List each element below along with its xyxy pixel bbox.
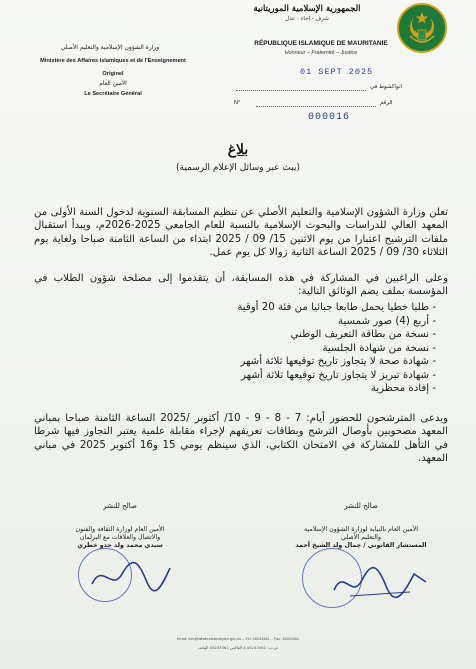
date-label: انواكشوط في xyxy=(370,84,402,90)
approval-label: صالح للنشر xyxy=(103,502,137,510)
french-ministry-name-cont: Originel xyxy=(102,71,124,77)
signature-block-right xyxy=(276,502,446,550)
signatory-name: المستشار القانوني / جمال ولد الشيخ أحمد xyxy=(295,542,427,549)
reference-label-ar: الرقم xyxy=(380,100,393,106)
list-item: - شهادة صحة لا يتجاوز تاريخ توقيعها ثلاثة أشهر xyxy=(76,355,436,369)
signatory-title: الأمين العام بالنيابة لوزارة الشؤون الإسلامية xyxy=(304,526,418,533)
arabic-republic-title: الجمهورية الإسلامية الموريتانية xyxy=(253,4,361,14)
list-item: - طلبا خطيا يحمل طابعا جبائيا من فئة 20 أوقية xyxy=(76,301,436,315)
handwritten-signature-icon xyxy=(330,560,430,604)
reference-label-fr: N° xyxy=(234,100,241,106)
date-dotted-line xyxy=(236,90,366,91)
signatory-title: الأمين العام لوزارة الثقافة والفنون xyxy=(75,526,165,533)
paragraph-announcement: تعلن وزارة الشؤون الإسلامية والتعليم الأصلي عن تنظيم المسابقة السنوية لدخول السنة الأولى من المعهد العالي للدراسات والبحوث الإسلامية بالنسبة للعام الجامعي 2025-2026م، ويبدأ استقبال ملفات الترشيح اعتبارا من يوم الاثنين 15/ 09 / 2025 ابتداء من الساعة الثامنة صباحا ولغاية يوم الثلاثاء 30/ 09 / 2025 الساعة الثانية زوالا كل يوم عمل. xyxy=(34,207,449,258)
paragraph-requirements: وعلى الراغبين في المشاركة في هذه المسابقة، أن يتقدموا إلى مصلحة شؤون الطلاب في المؤسسة بملف يضم الوثائق التالية: xyxy=(34,273,448,298)
french-republic-title: RÉPUBLIQUE ISLAMIQUE DE MAURITANIE xyxy=(254,40,388,47)
signature-block-left xyxy=(40,502,200,550)
list-item: - نسخة من بطاقة التعريف الوطني xyxy=(76,328,436,342)
list-item: - إفادة محظرية xyxy=(76,382,436,396)
handwritten-signature-icon xyxy=(86,556,176,596)
french-secretary-general: Le Secrétaire Général xyxy=(84,91,142,97)
document-subtitle: (يبث عبر وسائل الإعلام الرسمية) xyxy=(176,163,300,173)
required-documents-list xyxy=(76,301,436,396)
french-ministry-name: Ministère des Affaires Islamiques et de l'Enseignement xyxy=(40,58,186,64)
french-motto: Honneur – Fraternité – Justice xyxy=(284,50,358,56)
date-stamp: 01 SEPT 2025 xyxy=(300,67,374,77)
reference-dotted-line xyxy=(256,106,376,107)
list-item: - أربع (4) صور شمسية xyxy=(76,315,436,329)
footer-contact-line: Email: info@affairesislamiques.gov.mr – Tél: 45243361 – Fax: 45243361 xyxy=(176,637,300,641)
reference-number: 000016 xyxy=(308,112,351,123)
footer-contact-line-ar: ص.ب: 4.45243361 الفاكس 45243361 الهاتف xyxy=(198,645,278,650)
arabic-secretary-general: الأمين العام xyxy=(99,81,127,87)
approval-label: صالح للنشر xyxy=(344,502,378,510)
signatory-title-cont: والاتصال والعلاقات مع البرلمان xyxy=(79,534,161,541)
paragraph-schedule: ويدعى المترشحون للحضور أيام: 7 - 8 - 9 - 10/ أكتوبر /2025 الساعة الثامنة صباحا بمباني المعهد مصحوبين بأوصال الترشح وبطاقات تعريفهم لإجراء مقابلة علمية يعتبر التجاوز فيها شرطا في التأهل للمشاركة في الامتحان الكتابي، الذي سينظم يومي 15 و16 أكتوبر 2025 في مباني المعهد. xyxy=(34,413,449,464)
list-item: - نسخة من شهادة الجلسية xyxy=(76,342,436,356)
list-item: - شهادة تبريز لا يتجاوز تاريخ توقيعها ثلاثة أشهر xyxy=(76,369,436,383)
signatory-name: سيدي محمد ولد جدو خطري xyxy=(77,542,163,549)
signatory-title-cont: والتعليم الأصلي xyxy=(341,534,381,541)
arabic-motto: شرف - إخاء - عدل xyxy=(285,16,329,22)
document-title: بلاغ xyxy=(227,142,249,158)
arabic-ministry-name: وزارة الشؤون الإسلامية والتعليم الأصلي xyxy=(60,44,160,51)
